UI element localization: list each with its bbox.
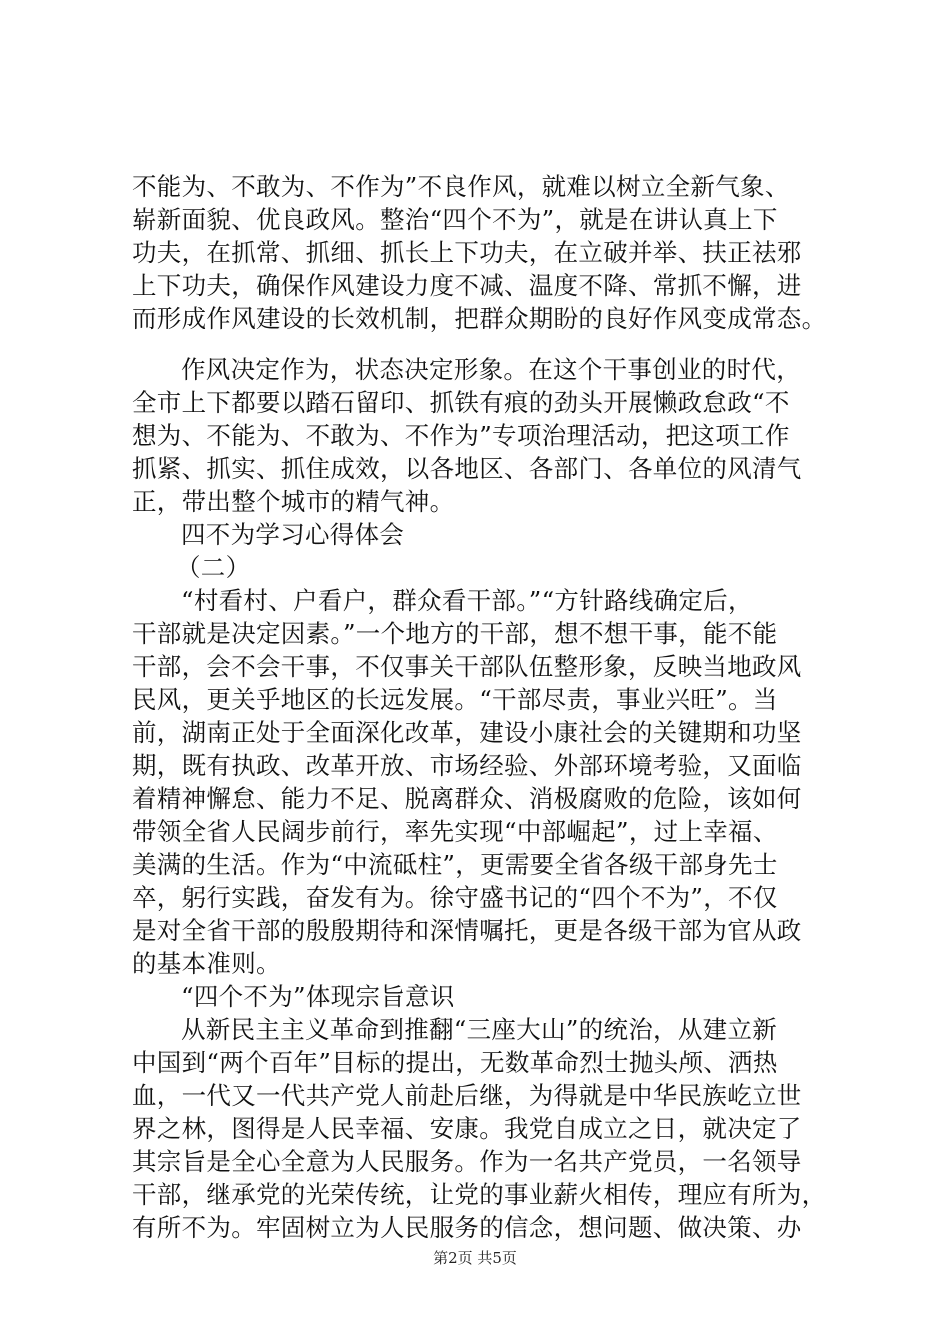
page-footer: 第2页 共5页 bbox=[433, 1249, 517, 1267]
text-line: 正，带出整个城市的精气神。 bbox=[132, 487, 455, 516]
text-line: 从新民主主义革命到推翻“三座大山”的统治，从建立新 bbox=[181, 1015, 778, 1044]
text-line: 干部，继承党的光荣传统，让党的事业薪火相传，理应有所为， bbox=[132, 1180, 827, 1209]
paragraph-gap bbox=[132, 335, 850, 353]
text-line: 带领全省人民阔步前行，率先实现“中部崛起”，过上幸福、 bbox=[132, 817, 778, 846]
text-line: 美满的生活。作为“中流砥柱”，更需要全省各级干部身先士 bbox=[132, 850, 778, 879]
paragraph-4 bbox=[132, 1013, 850, 1244]
document-body bbox=[132, 170, 850, 1244]
document-heading: 四不为学习心得体会 bbox=[181, 520, 405, 549]
text-line: 着精神懈怠、能力不足、脱离群众、消极腐败的危险，该如何 bbox=[132, 784, 802, 813]
document-subheading: （二） bbox=[176, 553, 251, 582]
text-line: 作风决定作为，状态决定形象。在这个干事创业的时代， bbox=[181, 355, 801, 384]
text-line: 卒，躬行实践，奋发有为。徐守盛书记的“四个不为”，不仅 bbox=[132, 883, 778, 912]
text-line: 崭新面貌、优良政风。整治“四个不为”，就是在讲认真上下 bbox=[132, 205, 778, 234]
paragraph-3 bbox=[132, 584, 850, 980]
text-line: 民风，更关乎地区的长远发展。“干部尽责，事业兴旺”。当 bbox=[132, 685, 778, 714]
text-line: 的基本准则。 bbox=[132, 949, 281, 978]
text-line: 前，湖南正处于全面深化改革，建设小康社会的关键期和功坚 bbox=[132, 718, 802, 747]
text-line: 而形成作风建设的长效机制，把群众期盼的良好作风变成常态。 bbox=[132, 304, 827, 333]
text-line: 全市上下都要以踏石留印、抓铁有痕的劲头开展懒政怠政“不 bbox=[132, 388, 790, 417]
text-line: 有所不为。牢固树立为人民服务的信念，想问题、做决策、办 bbox=[132, 1213, 802, 1242]
paragraph-2 bbox=[132, 353, 850, 518]
text-line: 上下功夫，确保作风建设力度不减、温度不降、常抓不懈，进 bbox=[132, 271, 802, 300]
text-line: 中国到“两个百年”目标的提出，无数革命烈士抛头颅、洒热 bbox=[132, 1048, 778, 1077]
text-line: 不能为、不敢为、不作为”不良作风，就难以树立全新气象、 bbox=[132, 172, 790, 201]
paragraph-1 bbox=[132, 170, 850, 335]
text-line: 是对全省干部的殷殷期待和深情嘱托，更是各级干部为官从政 bbox=[132, 916, 802, 945]
text-line: 界之林，图得是人民幸福、安康。我党自成立之日，就决定了 bbox=[132, 1114, 802, 1143]
text-line: 其宗旨是全心全意为人民服务。作为一名共产党员，一名领导 bbox=[132, 1147, 802, 1176]
section-title: “四个不为”体现宗旨意识 bbox=[181, 982, 455, 1011]
text-line: 期，既有执政、改革开放、市场经验、外部环境考验，又面临 bbox=[132, 751, 802, 780]
text-line: “村看村、户看户，群众看干部。”“方针路线确定后， bbox=[181, 586, 753, 615]
text-line: 干部就是决定因素。”一个地方的干部，想不想干事，能不能 bbox=[132, 619, 778, 648]
text-line: 干部，会不会干事，不仅事关干部队伍整形象，反映当地政风 bbox=[132, 652, 802, 681]
text-line: 抓紧、抓实、抓住成效，以各地区、各部门、各单位的风清气 bbox=[132, 454, 802, 483]
text-line: 想为、不能为、不敢为、不作为”专项治理活动，把这项工作 bbox=[132, 421, 790, 450]
text-line: 功夫，在抓常、抓细、抓长上下功夫，在立破并举、扶正祛邪 bbox=[132, 238, 802, 267]
text-line: 血，一代又一代共产党人前赴后继，为得就是中华民族屹立世 bbox=[132, 1081, 802, 1110]
